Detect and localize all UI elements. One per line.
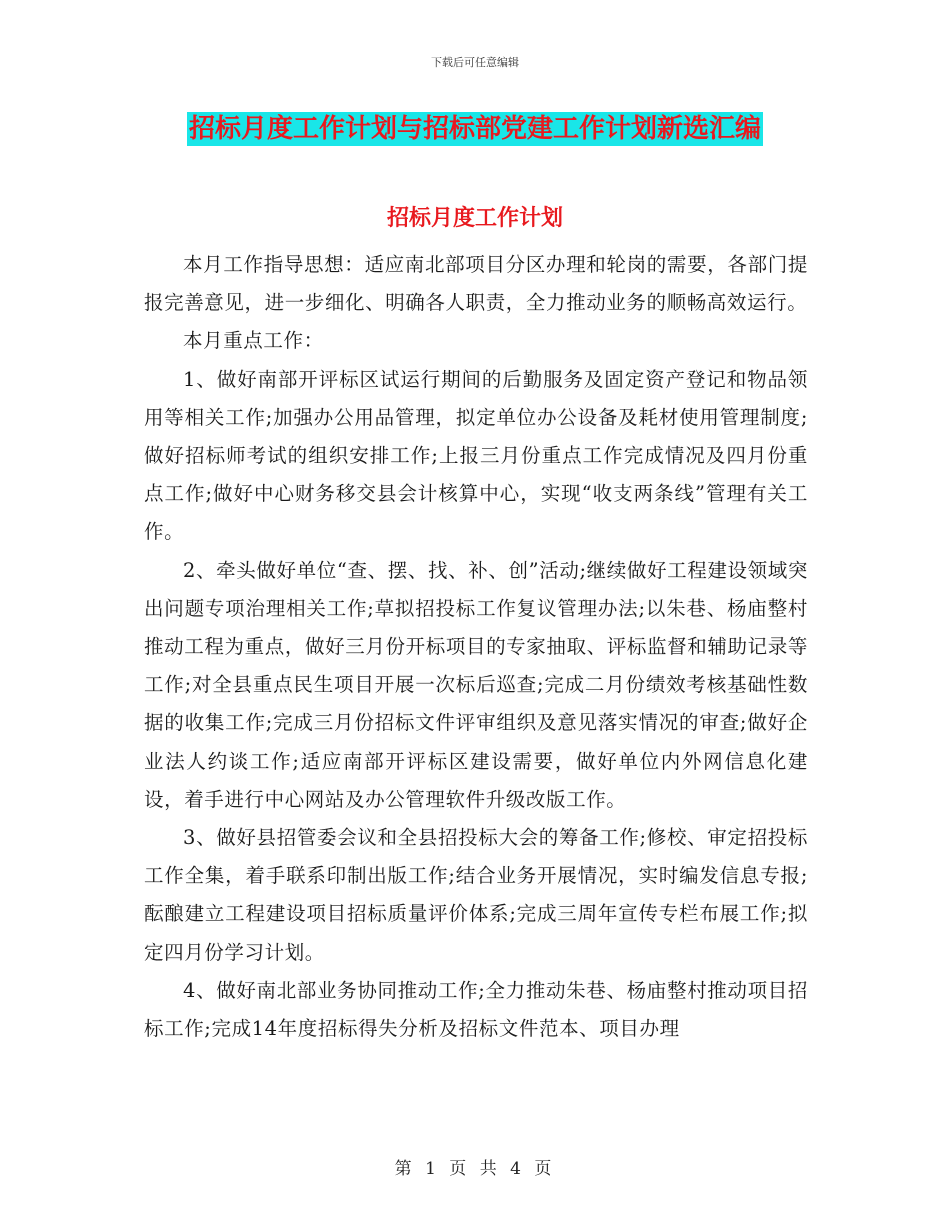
page-number: 第 1 页 共 4 页: [394, 1159, 556, 1179]
paragraph-guiding-thought: 本月工作指导思想：适应南北部项目分区办理和轮岗的需要，各部门提报完善意见，进一步细化、明确各人职责，全力推动业务的顺畅高效运行。: [144, 253, 808, 315]
paragraph-item-2: 2、牵头做好单位“查、摆、找、补、创”活动;继续做好工程建设领域突出问题专项治理相关工作;草拟招投标工作复议管理办法;以朱巷、杨庙整村推动工程为重点，做好三月份开标项目的专家抽取、评标监督和辅助记录等工作;对全县重点民生项目开展一次标后巡查;完成二月份绩效考核基础性数据的收集工作;完成三月份招标文件评审组织及意见落实情况的审查;做好企业法人约谈工作;适应南部开评标区建设需要，做好单位内外网信息化建设，着手进行中心网站及办公管理软件升级改版工作。: [144, 558, 808, 811]
document-body: [144, 246, 808, 1048]
page-header-note: 下载后可任意编辑: [431, 56, 519, 69]
paragraph-item-3: 3、做好县招管委会议和全县招投标大会的筹备工作;修校、审定招投标工作全集，着手联系印制出版工作;结合业务开展情况，实时编发信息专报;酝酿建立工程建设项目招标质量评价体系;完成三周年宣传专栏布展工作;拟定四月份学习计划。: [144, 826, 808, 964]
document-title: 招标月度工作计划与招标部党建工作计划新选汇编: [188, 114, 761, 144]
paragraph-key-work-heading: 本月重点工作：: [183, 329, 324, 353]
paragraph-item-4: 4、做好南北部业务协同推动工作;全力推动朱巷、杨庙整村推动项目招标工作;完成14年度招标得失分析及招标文件范本、项目办理: [144, 978, 808, 1041]
section-title: 招标月度工作计划: [386, 205, 563, 231]
document-title-container: [0, 112, 950, 146]
paragraph-item-1: 1、做好南部开评标区试运行期间的后勤服务及固定资产登记和物品领用等相关工作;加强办公用品管理，拟定单位办公设备及耗材使用管理制度;做好招标师考试的组织安排工作;上报三月份重点工作完成情况及四月份重点工作;做好中心财务移交县会计核算中心，实现“收支两条线”管理有关工作。: [144, 367, 808, 544]
